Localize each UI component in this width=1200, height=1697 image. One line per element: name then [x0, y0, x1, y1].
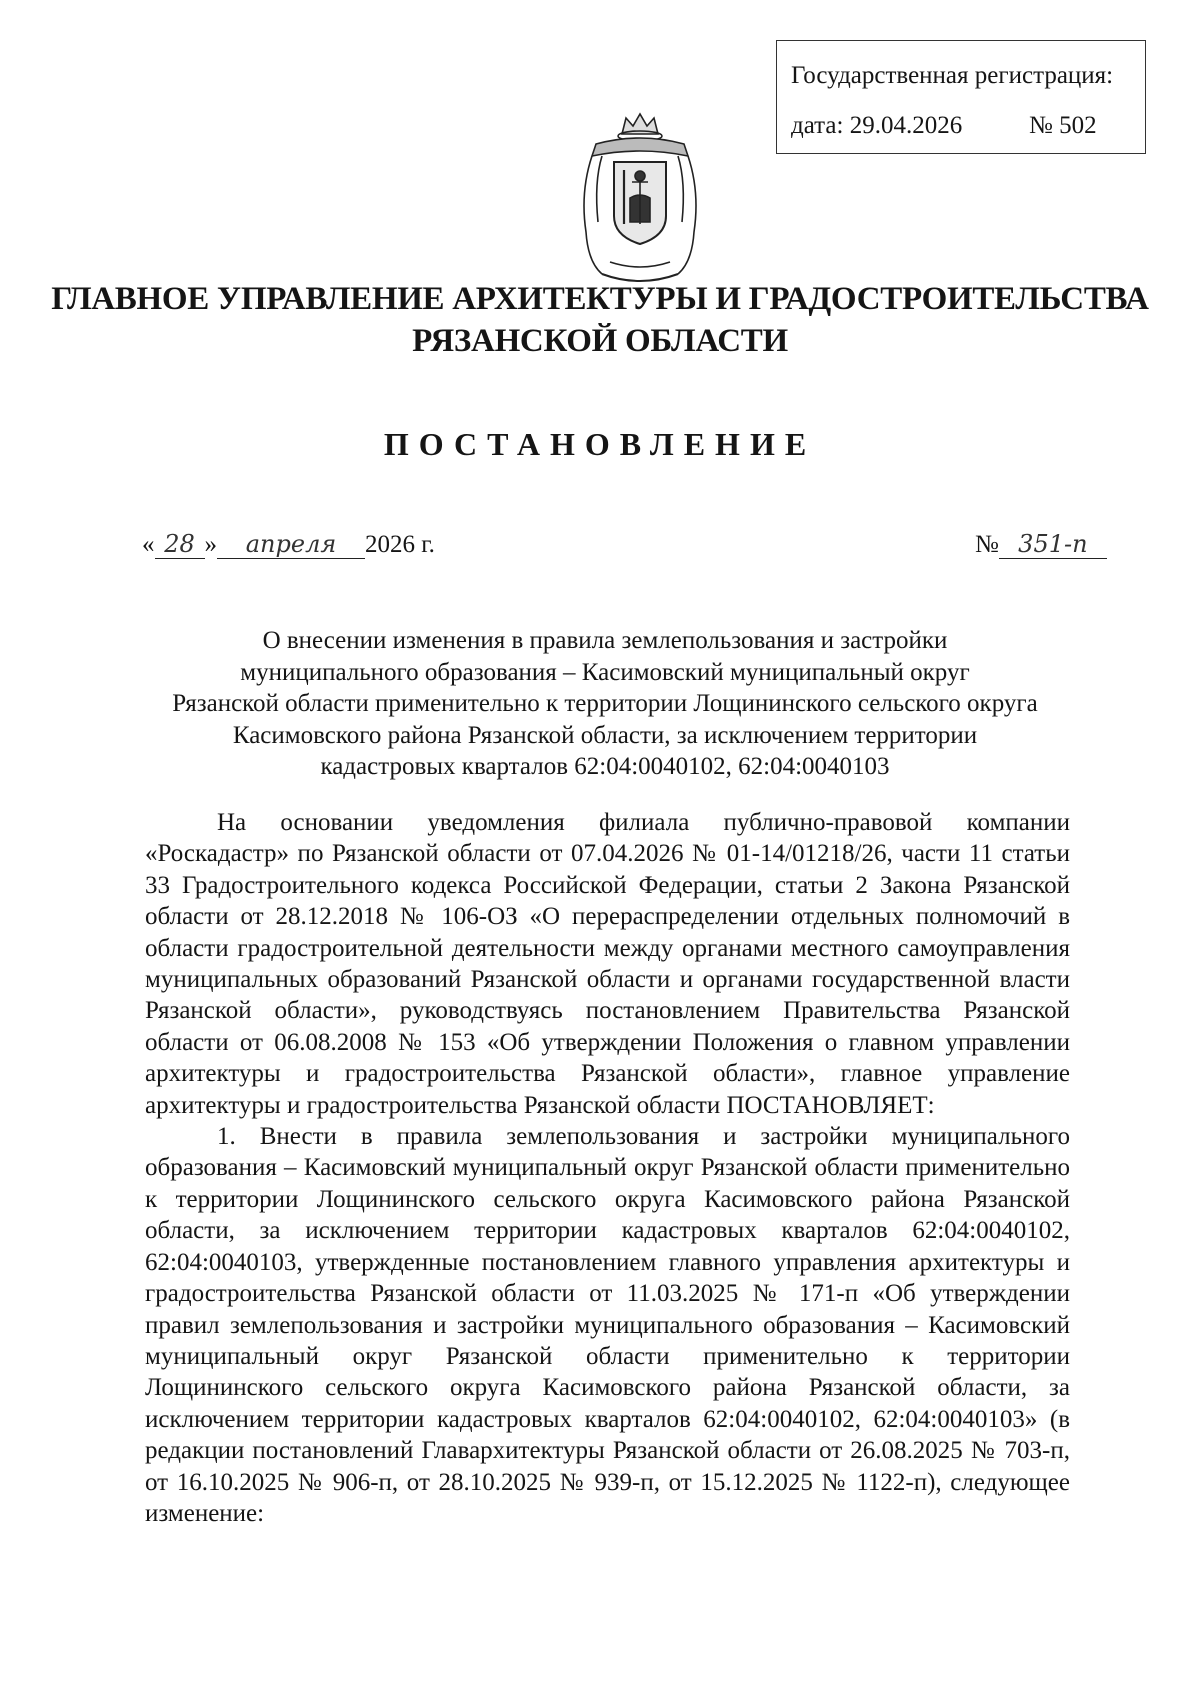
- date-open-quote: «: [142, 531, 155, 558]
- preamble-paragraph: На основании уведомления филиала публично-правовой компании «Роскадастр» по Рязанской области от 07.04.2026 № 01-14/01218/26, части 11 статьи 33 Градостроительного кодекса Российской Федерации, статьи 2 Закона Рязанской области от 28.12.2018 № 106-ОЗ «О перераспределении отдельных полномочий в области градостроительной деятельности между органами местного самоуправления муниципальных образований Рязанской области и органами государственной власти Рязанской области», руководствуясь постановлением Правительства Рязанской области от 06.08.2008 № 153 «Об утверждении Положения о главном управлении архитектуры и градостроительства Рязанской области», главное управление архитектуры и градостроительства Рязанской области ПОСТАНОВЛЯЕТ:: [145, 809, 1070, 1119]
- date-day: 28: [155, 530, 205, 559]
- registration-date: [791, 113, 962, 138]
- agency-name-line2: РЯЗАНСКОЙ ОБЛАСТИ: [412, 323, 788, 359]
- document-subject: [130, 625, 1080, 783]
- registration-date-value: 29.04.2026: [849, 112, 963, 139]
- registration-date-label: дата:: [791, 112, 844, 139]
- date-month: апреля: [217, 530, 365, 559]
- document-type: ПОСТАНОВЛЕНИЕ: [383, 426, 817, 462]
- subject-line: О внесении изменения в правила землепользования и застройки: [262, 627, 948, 654]
- document-date: [142, 530, 435, 559]
- date-year: 2026 г.: [365, 531, 435, 558]
- agency-name: [0, 278, 1200, 362]
- coat-of-arms-icon: [566, 112, 714, 284]
- subject-line: кадастровых кварталов 62:04:0040102, 62:04:0040103: [320, 753, 890, 780]
- document-body: [145, 807, 1070, 1529]
- subject-line: муниципального образования – Касимовский муниципальный округ: [240, 658, 970, 686]
- registration-title: Государственная регистрация:: [791, 62, 1114, 89]
- registration-number: № 502: [1029, 112, 1097, 139]
- subject-line: Рязанской области применительно к территории Лощининского сельского округа: [172, 690, 1038, 717]
- number-label: №: [975, 531, 999, 558]
- agency-name-line1: ГЛАВНОЕ УПРАВЛЕНИЕ АРХИТЕКТУРЫ И ГРАДОСТРОИТЕЛЬСТВА: [51, 281, 1149, 317]
- number-value: 351-п: [999, 530, 1107, 559]
- item-1-paragraph: 1. Внести в правила землепользования и застройки муниципального образования – Касимовский муниципальный округ Рязанской области применительно к территории Лощининского сельского округа Касимовского района Рязанской области, за исключением территории кадастровых кварталов 62:04:0040102, 62:04:0040103, утвержденные постановлением главного управления архитектуры и градостроительства Рязанской области от 11.03.2025 № 171-п «Об утверждении правил землепользования и застройки муниципального образования – Касимовский муниципальный округ Рязанской области применительно к территории Лощининского сельского округа Касимовского района Рязанской области, за исключением территории кадастровых кварталов 62:04:0040102, 62:04:0040103» (в редакции постановлений Главархитектуры Рязанской области от 26.08.2025 № 703-п, от 16.10.2025 № 906-п, от 28.10.2025 № 939-п, от 15.12.2025 № 1122-п), следующее изменение:: [145, 1123, 1070, 1527]
- document-number: [975, 530, 1107, 559]
- subject-line: Касимовского района Рязанской области, за исключением территории: [232, 721, 978, 749]
- registration-stamp: [776, 40, 1146, 154]
- date-close-quote: »: [204, 531, 217, 558]
